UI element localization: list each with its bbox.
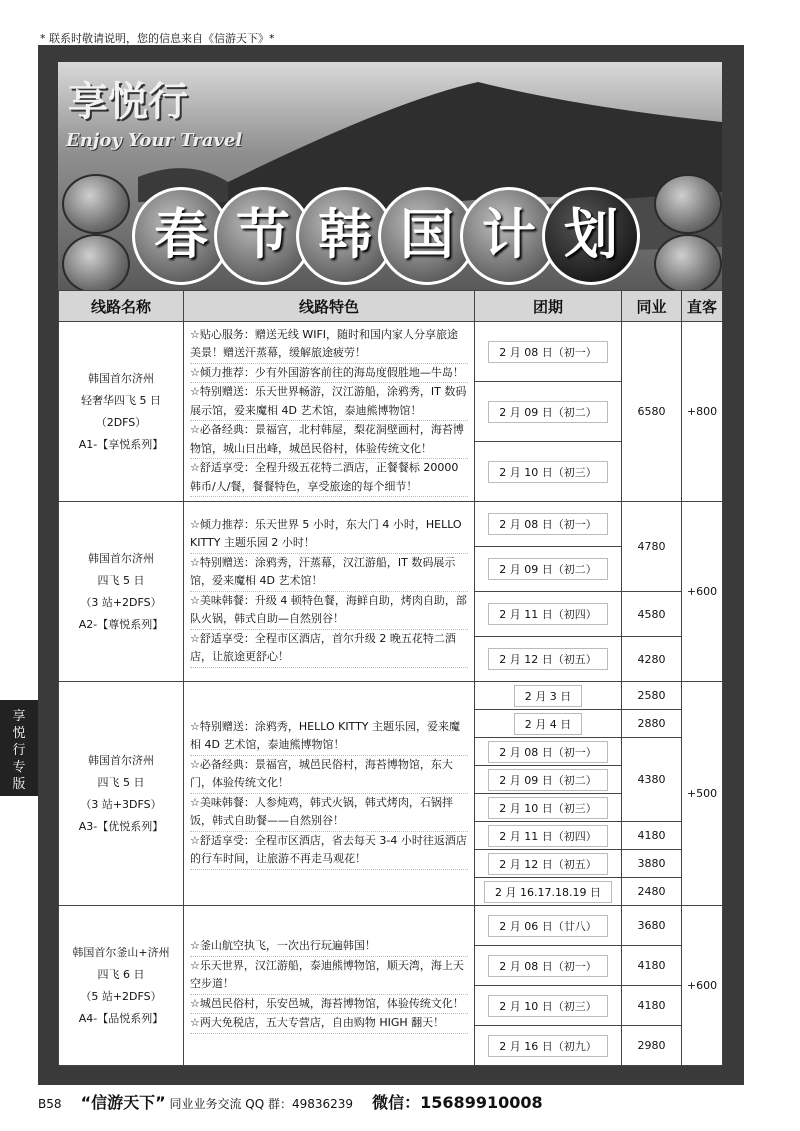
title-char: 节 (214, 187, 312, 285)
title-char: 计 (460, 187, 558, 285)
lantern-icon (654, 174, 722, 234)
departure-date: 2 月 09 日（初二） (475, 766, 622, 794)
route-name: 韩国首尔济州 轻奢华四飞 5 日 （2DFS） A1-【享悦系列】 (59, 322, 184, 502)
direct-price: +600 (682, 906, 723, 1066)
trade-price: 3680 (622, 906, 682, 946)
side-tab-label: 享悦行专版 (12, 709, 26, 792)
route-name: 韩国首尔济州 四飞 5 日 （3 站+3DFS） A3-【优悦系列】 (59, 682, 184, 906)
departure-date: 2 月 16 日（初九） (475, 1026, 622, 1066)
departure-date: 2 月 09 日（初二） (475, 382, 622, 442)
route-features: ☆特别赠送：涂鸦秀，HELLO KITTY 主题乐园，爱来魔相 4D 艺术馆，泰迪熊博物馆！ ☆必备经典：景福宫，城邑民俗村，海苔博物馆，东大门，体验传统文化！ ☆美味韩餐：人参炖鸡，韩式火锅，韩式烤肉，石锅拌饭，韩式自助餐——自然别谷！ ☆舒适享受：全程市区酒店，省去每天 3-4 小时往返酒店的行车时间，让旅游不再走马观花！ (184, 682, 475, 906)
trade-price: 4180 (622, 986, 682, 1026)
route-features: ☆倾力推荐：乐天世界 5 小时，东大门 4 小时，HELLO KITTY 主题乐园 2 小时！ ☆特别赠送：涂鸦秀，汗蒸幕，汉江游船，IT 数码展示馆，爱来魔相 4D 艺术馆！ ☆美味韩餐：升级 4 顿特色餐，海鲜自助，烤肉自助，部队火锅，韩式自助—自然别谷！ ☆舒适享受：全程市区酒店，首尔升级 2 晚五花特二酒店，让旅途更舒心！ (184, 502, 475, 682)
trade-price: 2480 (622, 878, 682, 906)
route-table (58, 290, 723, 1066)
departure-date: 2 月 16.17.18.19 日 (475, 878, 622, 906)
table-row (59, 682, 723, 710)
trade-price: 4180 (622, 822, 682, 850)
departure-date: 2 月 08 日（初一） (475, 946, 622, 986)
departure-date: 2 月 08 日（初一） (475, 738, 622, 766)
departure-date: 2 月 10 日（初三） (475, 794, 622, 822)
departure-date: 2 月 3 日 (475, 682, 622, 710)
footer-brand: “信游天下” (80, 1093, 166, 1112)
title-char: 韩 (296, 187, 394, 285)
trade-price: 2880 (622, 710, 682, 738)
header-direct-price: 直客 (682, 291, 723, 322)
footer-qq-group: 同业业务交流 QQ 群：49836239 (169, 1097, 354, 1111)
header-trade-price: 同业 (622, 291, 682, 322)
footer (38, 1090, 543, 1113)
departure-date: 2 月 11 日（初四） (475, 592, 622, 637)
header-departure-dates: 团期 (475, 291, 622, 322)
title-char: 春 (132, 187, 230, 285)
departure-date: 2 月 08 日（初一） (475, 502, 622, 547)
trade-price: 4780 (622, 502, 682, 592)
table-header-row (59, 291, 723, 322)
lantern-icon (62, 234, 130, 290)
header-route-name: 线路名称 (59, 291, 184, 322)
departure-date: 2 月 4 日 (475, 710, 622, 738)
route-features: ☆贴心服务：赠送无线 WIFI，随时和国内家人分享旅途美景！赠送汗蒸幕，缓解旅途疲劳！ ☆倾力推荐：少有外国游客前往的海岛度假胜地—牛岛！ ☆特别赠送：乐天世界畅游，汉江游船，涂鸦秀，IT 数码展示馆，爱来魔相 4D 艺术馆，泰迪熊博物馆！ ☆必备经典：景福宫，北村韩屋，梨花洞壁画村，海苔博物馆，城山日出峰，城邑民俗村，体验传统文化！ ☆舒适享受：全程升级五花特二酒店，正餐餐标 20000 韩币/人/餐，餐餐特色，享受旅途的每个细节！ (184, 322, 475, 502)
departure-date: 2 月 06 日（廿八） (475, 906, 622, 946)
footer-wechat: 微信：15689910008 (372, 1093, 543, 1112)
direct-price: +600 (682, 502, 723, 682)
lantern-icon (654, 234, 722, 290)
brand-slogan: Enjoy Your Travel (66, 130, 243, 151)
header-route-features: 线路特色 (184, 291, 475, 322)
departure-date: 2 月 09 日（初二） (475, 547, 622, 592)
route-name: 韩国首尔济州 四飞 5 日 （3 站+2DFS） A2-【尊悦系列】 (59, 502, 184, 682)
route-name: 韩国首尔釜山+济州 四飞 6 日 （5 站+2DFS） A4-【品悦系列】 (59, 906, 184, 1066)
trade-price: 2580 (622, 682, 682, 710)
title-char: 国 (378, 187, 476, 285)
page-number: B58 (38, 1097, 62, 1111)
direct-price: +800 (682, 322, 723, 502)
departure-date: 2 月 08 日（初一） (475, 322, 622, 382)
trade-price: 4580 (622, 592, 682, 637)
trade-price: 6580 (622, 322, 682, 502)
banner (58, 62, 722, 290)
trade-price: 4180 (622, 946, 682, 986)
direct-price: +500 (682, 682, 723, 906)
trade-price: 3880 (622, 850, 682, 878)
source-note: * 联系时敬请说明，您的信息来自《信游天下》* (40, 32, 275, 45)
title-char: 划 (542, 187, 640, 285)
table-row (59, 322, 723, 382)
departure-date: 2 月 11 日（初四） (475, 822, 622, 850)
trade-price: 4280 (622, 637, 682, 682)
departure-date: 2 月 12 日（初五） (475, 637, 622, 682)
departure-date: 2 月 12 日（初五） (475, 850, 622, 878)
departure-date: 2 月 10 日（初三） (475, 986, 622, 1026)
departure-date: 2 月 10 日（初三） (475, 442, 622, 502)
brand-logo: 享悦行 (68, 78, 188, 125)
section-side-tab (0, 700, 38, 796)
trade-price: 2980 (622, 1026, 682, 1066)
table-row (59, 906, 723, 946)
table-row (59, 502, 723, 547)
route-features: ☆釜山航空执飞，一次出行玩遍韩国！ ☆乐天世界，汉江游船，泰迪熊博物馆，顺天湾，海上天空步道！ ☆城邑民俗村，乐安邑城，海苔博物馆，体验传统文化！ ☆两大免税店，五大专营店，自由购物 HIGH 翻天！ (184, 906, 475, 1066)
trade-price: 4380 (622, 738, 682, 822)
lantern-icon (62, 174, 130, 234)
